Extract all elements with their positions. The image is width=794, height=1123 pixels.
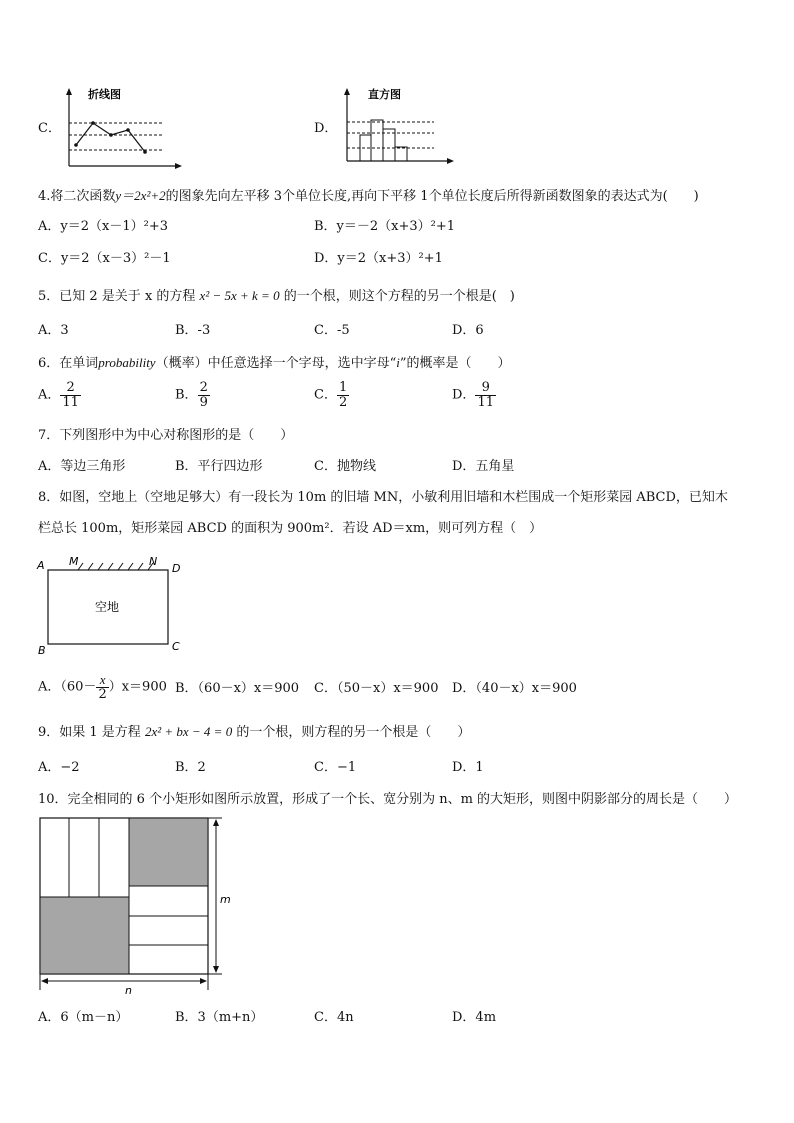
garden-rectangle-figure [34,552,194,658]
q9-option-a[interactable]: A．−2 [38,760,80,775]
label-A: A [37,559,45,572]
x-axis-arrow [447,158,454,164]
data-point [91,121,95,125]
label-B: B [38,644,46,657]
q8-option-d[interactable]: D．（40－x）x＝900 [452,681,577,696]
label-N: N [149,555,158,568]
q5-stem: 5．已知 2 是关于 x 的方程 x² − 5x + k = 0 的一个根，则这个方程的另一个根是( ) [38,288,515,304]
shaded-region-left [40,897,129,974]
six-rectangles-figure [34,814,234,996]
q9-option-b[interactable]: B．2 [175,760,206,775]
label-m: m [220,893,231,906]
q5-option-b[interactable]: B．-3 [175,323,211,338]
q4-option-c[interactable]: C．y＝2（x－3）²－1 [38,251,171,266]
q7-option-b[interactable]: B．平行四边形 [175,459,263,474]
y-axis-arrow [344,88,350,95]
q8-option-b[interactable]: B．（60－x）x＝900 [175,681,300,696]
label-D: D [172,562,181,575]
q5-option-d[interactable]: D．6 [452,323,484,338]
q7-option-c[interactable]: C．抛物线 [314,459,376,474]
q6-option-a[interactable]: A． $\frac{2}{11}$ [38,380,79,410]
label-empty-land: 空地 [95,600,120,614]
arrow-head [200,978,207,984]
histogram-bar [395,147,407,161]
q7-option-d[interactable]: D．五角星 [452,459,515,474]
data-point [74,143,78,147]
q8-stem-line2: 栏总长 100m，矩形菜园 ABCD 的面积为 900m²．若设 AD＝xm，则可列方程（ ） [38,521,543,536]
histogram-bar [383,129,395,161]
data-point [126,128,130,132]
q10-option-b[interactable]: B．3（m+n） [175,1010,264,1025]
y-axis-arrow [66,88,72,95]
q8-option-c[interactable]: C．（50－x）x＝900 [314,681,439,696]
shaded-region-right [129,818,208,886]
polyline-series [76,123,145,152]
histogram-title: 直方图 [368,88,401,101]
line-chart-title: 折线图 [88,88,121,101]
q5-option-a[interactable]: A．3 [38,323,69,338]
line-chart-figure [60,86,184,172]
q7-stem: 7．下列图形中为中心对称图形的是（ ） [38,428,294,443]
arrow-head [41,978,48,984]
q5-option-c[interactable]: C．-5 [314,323,350,338]
q8-option-a[interactable]: A．（60－ $\frac{x}{2}$ ）x＝900 [38,672,167,702]
old-wall-hatching [78,563,153,570]
q4-option-a[interactable]: A．y＝2（x－1）²+3 [38,219,168,234]
q10-stem: 10．完全相同的 6 个小矩形如图所示放置，形成了一个长、宽分别为 n、m 的大矩形，则图中阴影部分的周长是（ ） [38,792,738,807]
data-point [143,150,147,154]
arrow-head [213,966,219,973]
label-M: M [69,555,79,568]
histogram-bar [371,120,383,161]
q8-stem-line1: 8．如图，空地上（空地足够大）有一段长为 10m 的旧墙 MN，小敏利用旧墙和木栏围成一个矩形菜园 ABCD，已知木 [38,490,728,505]
label-n: n [125,984,132,996]
q4-option-d[interactable]: D．y＝2（x+3）²+1 [314,251,443,266]
q10-option-d[interactable]: D．4m [452,1010,497,1025]
arrow-head [213,819,219,826]
q6-option-d[interactable]: D． $\frac{9}{11}$ [452,380,494,410]
label-C: C [172,640,180,653]
q6-option-b[interactable]: B． $\frac{2}{9}$ [175,380,208,410]
q4-option-b[interactable]: B．y＝－2（x+3）²+1 [314,219,456,234]
q10-option-c[interactable]: C．4n [314,1010,354,1025]
data-point [109,133,113,137]
q7-option-a[interactable]: A．等边三角形 [38,459,126,474]
q9-option-c[interactable]: C．−1 [314,760,357,775]
q4-stem: 4.将二次函数y＝2x²+2的图象先向左平移 3个单位长度,再向下平移 1个单位长度后所得新函数图象的表达式为( ) [38,188,699,204]
q6-option-c[interactable]: C． $\frac{1}{2}$ [314,380,348,410]
q9-option-d[interactable]: D．1 [452,760,484,775]
q10-option-a[interactable]: A．6（m－n） [38,1010,129,1025]
q3-option-c-label: C． [38,121,61,136]
q3-option-d-label: D． [314,121,338,136]
histogram-figure [338,86,462,172]
q9-stem: 9．如果 1 是方程 2x² + bx − 4 = 0 的一个根，则方程的另一个根是（ ） [38,724,471,740]
x-axis-arrow [175,163,182,169]
q6-stem: 6．在单词probability（概率）中任意选择一个字母，选中字母“i”的概率是（ ） [38,355,511,371]
